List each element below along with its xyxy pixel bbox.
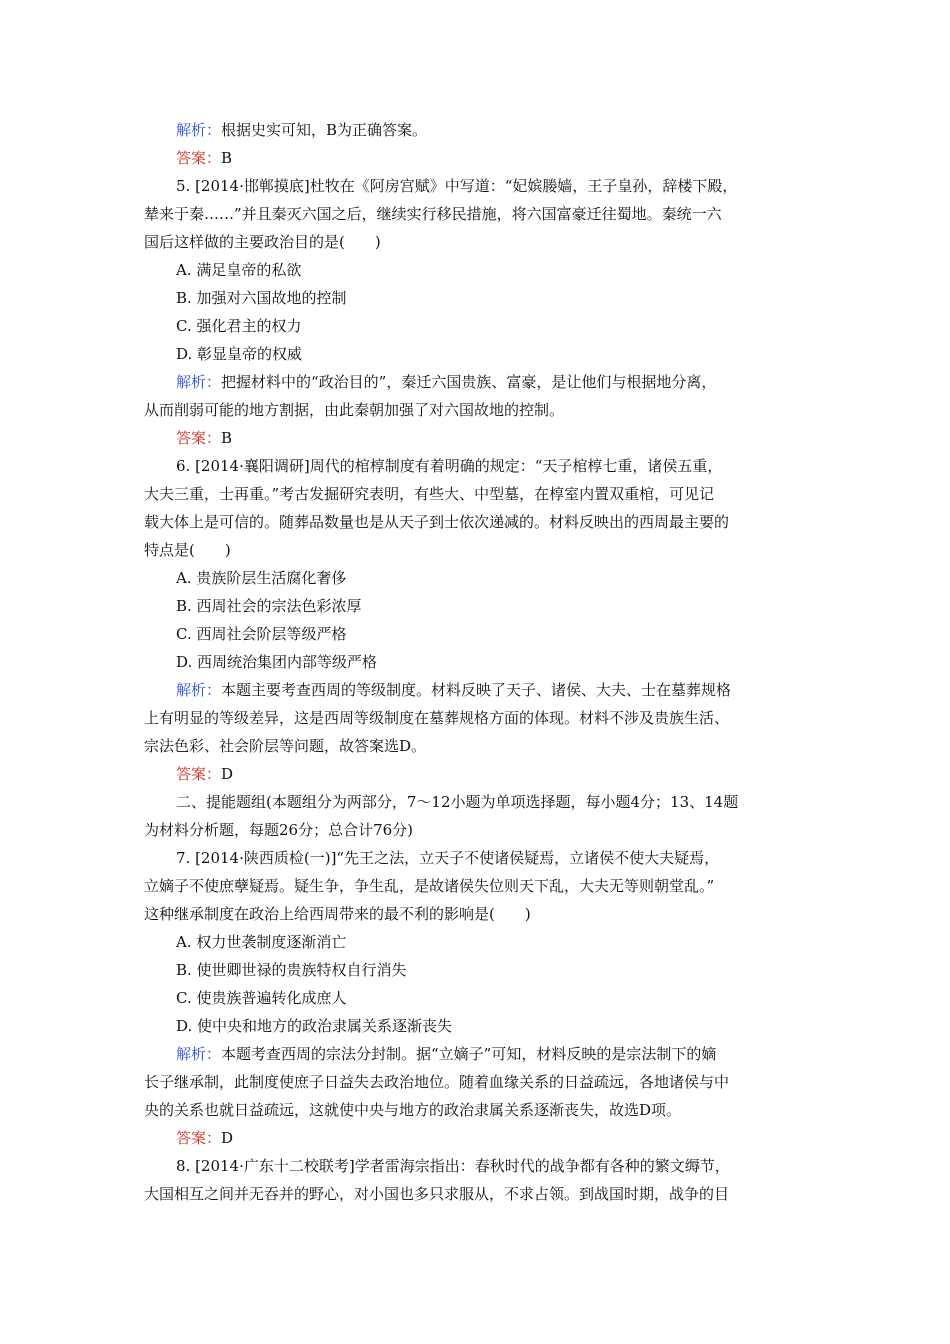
text-line (144, 144, 816, 172)
answer-label: 答案： (176, 149, 222, 167)
text-line (144, 620, 816, 648)
text-line (144, 312, 816, 340)
line-text: 本题主要考查西周的等级制度。材料反映了天子、诸侯、大夫、士在墓葬规格 (221, 681, 732, 699)
line-text: C. 西周社会阶层等级严格 (176, 625, 347, 643)
text-line (144, 1124, 816, 1152)
text-line (144, 704, 816, 732)
text-line (144, 452, 816, 480)
text-line (144, 1180, 816, 1208)
text-line (144, 424, 816, 452)
text-line (144, 844, 816, 872)
text-line (144, 340, 816, 368)
line-text: B. 使世卿世禄的贵族特权自行消失 (176, 961, 407, 979)
answer-label: 答案： (176, 429, 222, 447)
text-line (144, 1096, 816, 1124)
text-line (144, 956, 816, 984)
text-line (144, 676, 816, 704)
line-text: 8. [2014·广东十二校联考]学者雷海宗指出：春秋时代的战争都有各种的繁文缛节， (176, 1157, 730, 1175)
text-line (144, 1068, 816, 1096)
text-line (144, 172, 816, 200)
line-text: 载大体上是可信的。随葬品数量也是从天子到士依次递减的。材料反映出的西周最主要的 (144, 513, 730, 531)
answer-label: 答案： (176, 1129, 222, 1147)
text-line (144, 508, 816, 536)
text-line (144, 788, 816, 816)
text-line (144, 900, 816, 928)
line-text: 长子继承制，此制度使庶子日益失去政治地位。随着血缘关系的日益疏远，各地诸侯与中 (144, 1073, 730, 1091)
line-text: 宗法色彩、社会阶层等问题，故答案选D。 (144, 737, 427, 755)
text-line (144, 116, 816, 144)
line-text: 本题考查西周的宗法分封制。据“立嫡子”可知，材料反映的是宗法制下的嫡 (221, 1045, 717, 1063)
line-text: D (221, 765, 234, 783)
line-text: 二、提能题组(本题组分为两部分，7～12小题为单项选择题，每小题4分；13、14题 (176, 793, 739, 811)
line-text: 这种继承制度在政治上给西周带来的最不利的影响是( ) (144, 905, 531, 923)
line-text: C. 使贵族普遍转化成庶人 (176, 989, 347, 1007)
text-line (144, 816, 816, 844)
line-text: D (221, 1129, 234, 1147)
text-line (144, 396, 816, 424)
line-text: 从而削弱可能的地方割据，由此秦朝加强了对六国故地的控制。 (144, 401, 565, 419)
text-line (144, 228, 816, 256)
text-line (144, 256, 816, 284)
text-line (144, 368, 816, 396)
text-line (144, 648, 816, 676)
line-text: A. 权力世袭制度逐渐消亡 (176, 933, 347, 951)
text-line (144, 564, 816, 592)
line-text: 立嫡子不使庶孽疑焉。疑生争，争生乱，是故诸侯失位则天下乱，大夫无等则朝堂乱。” (144, 877, 715, 895)
text-line (144, 1012, 816, 1040)
line-text: 央的关系也就日益疏远，这就使中央与地方的政治隶属关系逐渐丧失，故选D项。 (144, 1101, 682, 1119)
line-text: C. 强化君主的权力 (176, 317, 302, 335)
text-line (144, 480, 816, 508)
text-line (144, 984, 816, 1012)
text-line (144, 284, 816, 312)
text-line (144, 592, 816, 620)
line-text: 根据史实可知，B为正确答案。 (221, 121, 428, 139)
line-text: B. 西周社会的宗法色彩浓厚 (176, 597, 362, 615)
answer-label: 答案： (176, 765, 222, 783)
line-text: 上有明显的等级差异，这是西周等级制度在墓葬规格方面的体现。材料不涉及贵族生活、 (144, 709, 730, 727)
text-line (144, 760, 816, 788)
line-text: 国后这样做的主要政治目的是( ) (144, 233, 381, 251)
text-line (144, 732, 816, 760)
line-text: 大夫三重，士再重。”考古发掘研究表明，有些大、中型墓，在椁室内置双重棺，可见记 (144, 485, 715, 503)
text-line (144, 1152, 816, 1180)
analysis-label: 解析： (176, 121, 222, 139)
line-text: A. 满足皇帝的私欲 (176, 261, 302, 279)
line-text: 7. [2014·陕西质检(一)]“先王之法，立天子不使诸侯疑焉，立诸侯不使大夫疑焉， (176, 849, 720, 867)
analysis-label: 解析： (176, 681, 222, 699)
text-line (144, 536, 816, 564)
line-text: 大国相互之间并无吞并的野心，对小国也多只求服从，不求占领。到战国时期，战争的目 (144, 1185, 730, 1203)
line-text: D. 西周统治集团内部等级严格 (176, 653, 378, 671)
line-text: B. 加强对六国故地的控制 (176, 289, 347, 307)
line-text: B (221, 429, 233, 447)
line-text: 6. [2014·襄阳调研]周代的棺椁制度有着明确的规定：“天子棺椁七重，诸侯五重， (176, 457, 723, 475)
line-text: D. 使中央和地方的政治隶属关系逐渐丧失 (176, 1017, 453, 1035)
line-text: 特点是( ) (144, 541, 231, 559)
line-text: D. 彰显皇帝的权威 (176, 345, 303, 363)
text-line (144, 1040, 816, 1068)
analysis-label: 解析： (176, 373, 222, 391)
text-line (144, 200, 816, 228)
line-text: 5. [2014·邯郸摸底]杜牧在《阿房宫赋》中写道：“妃嫔媵嫱，王子皇孙，辞楼下殿， (176, 177, 738, 195)
analysis-label: 解析： (176, 1045, 222, 1063)
line-text: 为材料分析题，每题26分；总合计76分) (144, 821, 414, 839)
text-line (144, 872, 816, 900)
line-text: 辇来于秦……”并且秦灭六国之后，继续实行移民措施，将六国富豪迁往蜀地。秦统一六 (144, 205, 722, 223)
line-text: A. 贵族阶层生活腐化奢侈 (176, 569, 347, 587)
document-page (144, 116, 816, 1208)
text-line (144, 928, 816, 956)
line-text: B (221, 149, 233, 167)
line-text: 把握材料中的“政治目的”，秦迁六国贵族、富豪，是让他们与根据地分离， (221, 373, 717, 391)
